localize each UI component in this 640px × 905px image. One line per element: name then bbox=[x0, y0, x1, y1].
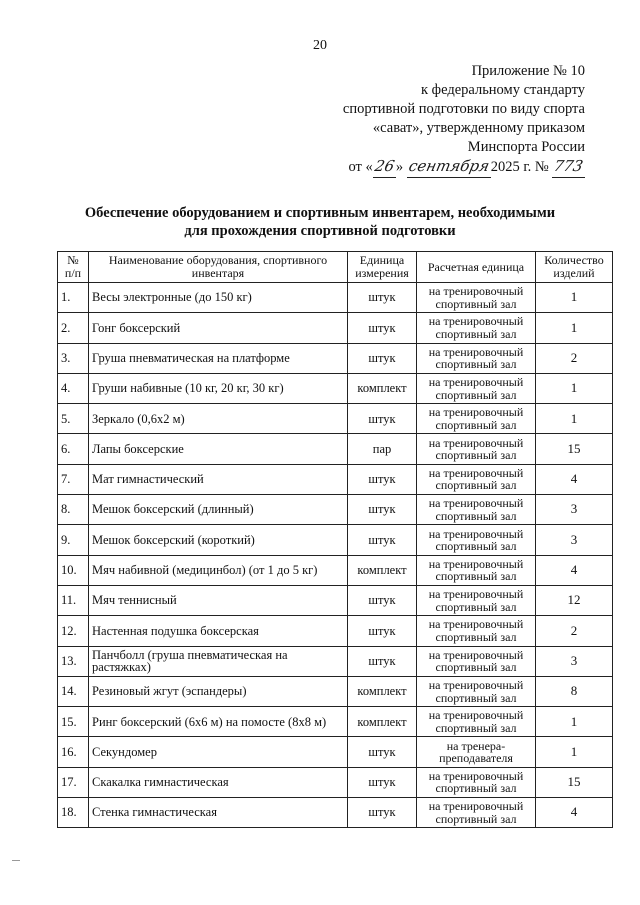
table-row bbox=[58, 343, 613, 373]
table-row bbox=[58, 707, 613, 737]
date-mid: » bbox=[395, 159, 404, 175]
row-unit: штук bbox=[348, 646, 417, 676]
row-qty: 1 bbox=[536, 707, 613, 737]
row-calc: на тренировочный спортивный зал bbox=[417, 555, 536, 585]
row-unit: штук bbox=[348, 283, 417, 313]
appendix-line-order: «сават», утвержденному приказом bbox=[372, 120, 585, 136]
row-qty: 2 bbox=[536, 616, 613, 646]
row-qty: 4 bbox=[536, 464, 613, 494]
row-calc: на тренировочный спортивный зал bbox=[417, 464, 536, 494]
table-row bbox=[58, 283, 613, 313]
page-number: 20 bbox=[313, 38, 327, 53]
date-day bbox=[373, 157, 396, 178]
row-num: 15. bbox=[58, 707, 89, 737]
row-name: Стенка гимнастическая bbox=[89, 798, 348, 828]
table-row bbox=[58, 767, 613, 797]
order-number-handwritten: 773 bbox=[552, 157, 586, 175]
row-qty: 3 bbox=[536, 646, 613, 676]
date-month bbox=[407, 157, 491, 178]
table-row bbox=[58, 798, 613, 828]
row-name: Резиновый жгут (эспандеры) bbox=[89, 676, 348, 706]
row-name: Мешок боксерский (короткий) bbox=[89, 525, 348, 555]
table-header-row bbox=[58, 252, 613, 283]
row-calc: на тренера-преподавателя bbox=[417, 737, 536, 767]
date-day-handwritten: 26 bbox=[372, 157, 396, 175]
title-line-2: для прохождения спортивной подготовки bbox=[184, 223, 456, 239]
date-prefix: от « bbox=[348, 159, 373, 175]
row-name: Мяч набивной (медицинбол) (от 1 до 5 кг) bbox=[89, 555, 348, 585]
header-qty: Количество изделий bbox=[536, 252, 613, 283]
row-calc: на тренировочный спортивный зал bbox=[417, 283, 536, 313]
row-num: 1. bbox=[58, 283, 89, 313]
row-calc: на тренировочный спортивный зал bbox=[417, 313, 536, 343]
row-calc: на тренировочный спортивный зал bbox=[417, 404, 536, 434]
appendix-line-ministry: Минспорта России bbox=[467, 139, 585, 155]
table-row bbox=[58, 404, 613, 434]
row-num: 17. bbox=[58, 767, 89, 797]
row-calc: на тренировочный спортивный зал bbox=[417, 646, 536, 676]
table-row bbox=[58, 464, 613, 494]
row-name: Груши набивные (10 кг, 20 кг, 30 кг) bbox=[89, 373, 348, 403]
row-qty: 15 bbox=[536, 434, 613, 464]
appendix-number: Приложение № 10 bbox=[471, 63, 585, 79]
row-num: 18. bbox=[58, 798, 89, 828]
row-calc: на тренировочный спортивный зал bbox=[417, 767, 536, 797]
row-name: Мешок боксерский (длинный) bbox=[89, 495, 348, 525]
table-row bbox=[58, 737, 613, 767]
appendix-line-sport: спортивной подготовки по виду спорта bbox=[342, 101, 585, 117]
row-unit: штук bbox=[348, 798, 417, 828]
row-unit: штук bbox=[348, 313, 417, 343]
row-num: 16. bbox=[58, 737, 89, 767]
row-num: 5. bbox=[58, 404, 89, 434]
row-qty: 2 bbox=[536, 343, 613, 373]
row-calc: на тренировочный спортивный зал bbox=[417, 373, 536, 403]
row-num: 12. bbox=[58, 616, 89, 646]
row-unit: комплект bbox=[348, 676, 417, 706]
row-name: Зеркало (0,6х2 м) bbox=[89, 404, 348, 434]
row-name: Лапы боксерские bbox=[89, 434, 348, 464]
row-name: Настенная подушка боксерская bbox=[89, 616, 348, 646]
table-row bbox=[58, 434, 613, 464]
row-calc: на тренировочный спортивный зал bbox=[417, 434, 536, 464]
row-qty: 1 bbox=[536, 313, 613, 343]
row-qty: 1 bbox=[536, 373, 613, 403]
row-calc: на тренировочный спортивный зал bbox=[417, 525, 536, 555]
table-row bbox=[58, 313, 613, 343]
row-unit: штук bbox=[348, 767, 417, 797]
row-qty: 8 bbox=[536, 676, 613, 706]
appendix-header bbox=[330, 62, 585, 178]
row-calc: на тренировочный спортивный зал bbox=[417, 798, 536, 828]
header-calc: Расчетная единица bbox=[417, 252, 536, 283]
order-date-line bbox=[330, 157, 585, 178]
row-unit: штук bbox=[348, 495, 417, 525]
row-unit: штук bbox=[348, 737, 417, 767]
row-name: Гонг боксерский bbox=[89, 313, 348, 343]
row-name: Мяч теннисный bbox=[89, 585, 348, 615]
equipment-table bbox=[57, 251, 613, 828]
document-title bbox=[40, 204, 600, 240]
row-unit: штук bbox=[348, 343, 417, 373]
row-qty: 4 bbox=[536, 555, 613, 585]
row-unit: штук bbox=[348, 464, 417, 494]
row-num: 6. bbox=[58, 434, 89, 464]
row-qty: 3 bbox=[536, 495, 613, 525]
appendix-line-standard: к федеральному стандарту bbox=[421, 82, 585, 98]
table-row bbox=[58, 585, 613, 615]
table-row bbox=[58, 373, 613, 403]
header-num: № п/п bbox=[58, 252, 89, 283]
row-calc: на тренировочный спортивный зал bbox=[417, 676, 536, 706]
row-unit: комплект bbox=[348, 373, 417, 403]
row-qty: 12 bbox=[536, 585, 613, 615]
row-unit: комплект bbox=[348, 555, 417, 585]
row-unit: штук bbox=[348, 525, 417, 555]
row-num: 3. bbox=[58, 343, 89, 373]
row-qty: 3 bbox=[536, 525, 613, 555]
row-name: Скакалка гимнастическая bbox=[89, 767, 348, 797]
row-unit: комплект bbox=[348, 707, 417, 737]
table-row bbox=[58, 676, 613, 706]
row-name: Груша пневматическая на платформе bbox=[89, 343, 348, 373]
table-row bbox=[58, 525, 613, 555]
row-name: Весы электронные (до 150 кг) bbox=[89, 283, 348, 313]
row-qty: 15 bbox=[536, 767, 613, 797]
row-num: 8. bbox=[58, 495, 89, 525]
table-row bbox=[58, 555, 613, 585]
row-num: 7. bbox=[58, 464, 89, 494]
row-name: Мат гимнастический bbox=[89, 464, 348, 494]
row-num: 2. bbox=[58, 313, 89, 343]
row-calc: на тренировочный спортивный зал bbox=[417, 616, 536, 646]
table-row bbox=[58, 616, 613, 646]
row-unit: пар bbox=[348, 434, 417, 464]
row-qty: 1 bbox=[536, 737, 613, 767]
margin-mark bbox=[12, 860, 20, 861]
row-name: Секундомер bbox=[89, 737, 348, 767]
header-name: Наименование оборудования, спортивного инвентаря bbox=[89, 252, 348, 283]
header-unit: Единица измерения bbox=[348, 252, 417, 283]
row-calc: на тренировочный спортивный зал bbox=[417, 585, 536, 615]
row-num: 13. bbox=[58, 646, 89, 676]
row-num: 11. bbox=[58, 585, 89, 615]
row-qty: 1 bbox=[536, 404, 613, 434]
row-name: Панчболл (груша пневматическая на растяжках) bbox=[89, 646, 348, 676]
row-calc: на тренировочный спортивный зал bbox=[417, 495, 536, 525]
row-unit: штук bbox=[348, 404, 417, 434]
row-num: 14. bbox=[58, 676, 89, 706]
row-unit: штук bbox=[348, 616, 417, 646]
row-qty: 4 bbox=[536, 798, 613, 828]
table-row bbox=[58, 495, 613, 525]
row-unit: штук bbox=[348, 585, 417, 615]
order-number bbox=[552, 157, 585, 178]
date-year: 2025 г. № bbox=[490, 159, 549, 175]
date-month-handwritten: сентября bbox=[406, 157, 491, 175]
table-row bbox=[58, 646, 613, 676]
row-name: Ринг боксерский (6х6 м) на помосте (8х8 м) bbox=[89, 707, 348, 737]
row-calc: на тренировочный спортивный зал bbox=[417, 343, 536, 373]
row-qty: 1 bbox=[536, 283, 613, 313]
row-num: 10. bbox=[58, 555, 89, 585]
row-calc: на тренировочный спортивный зал bbox=[417, 707, 536, 737]
row-num: 4. bbox=[58, 373, 89, 403]
title-line-1: Обеспечение оборудованием и спортивным инвентарем, необходимыми bbox=[84, 205, 556, 221]
row-num: 9. bbox=[58, 525, 89, 555]
